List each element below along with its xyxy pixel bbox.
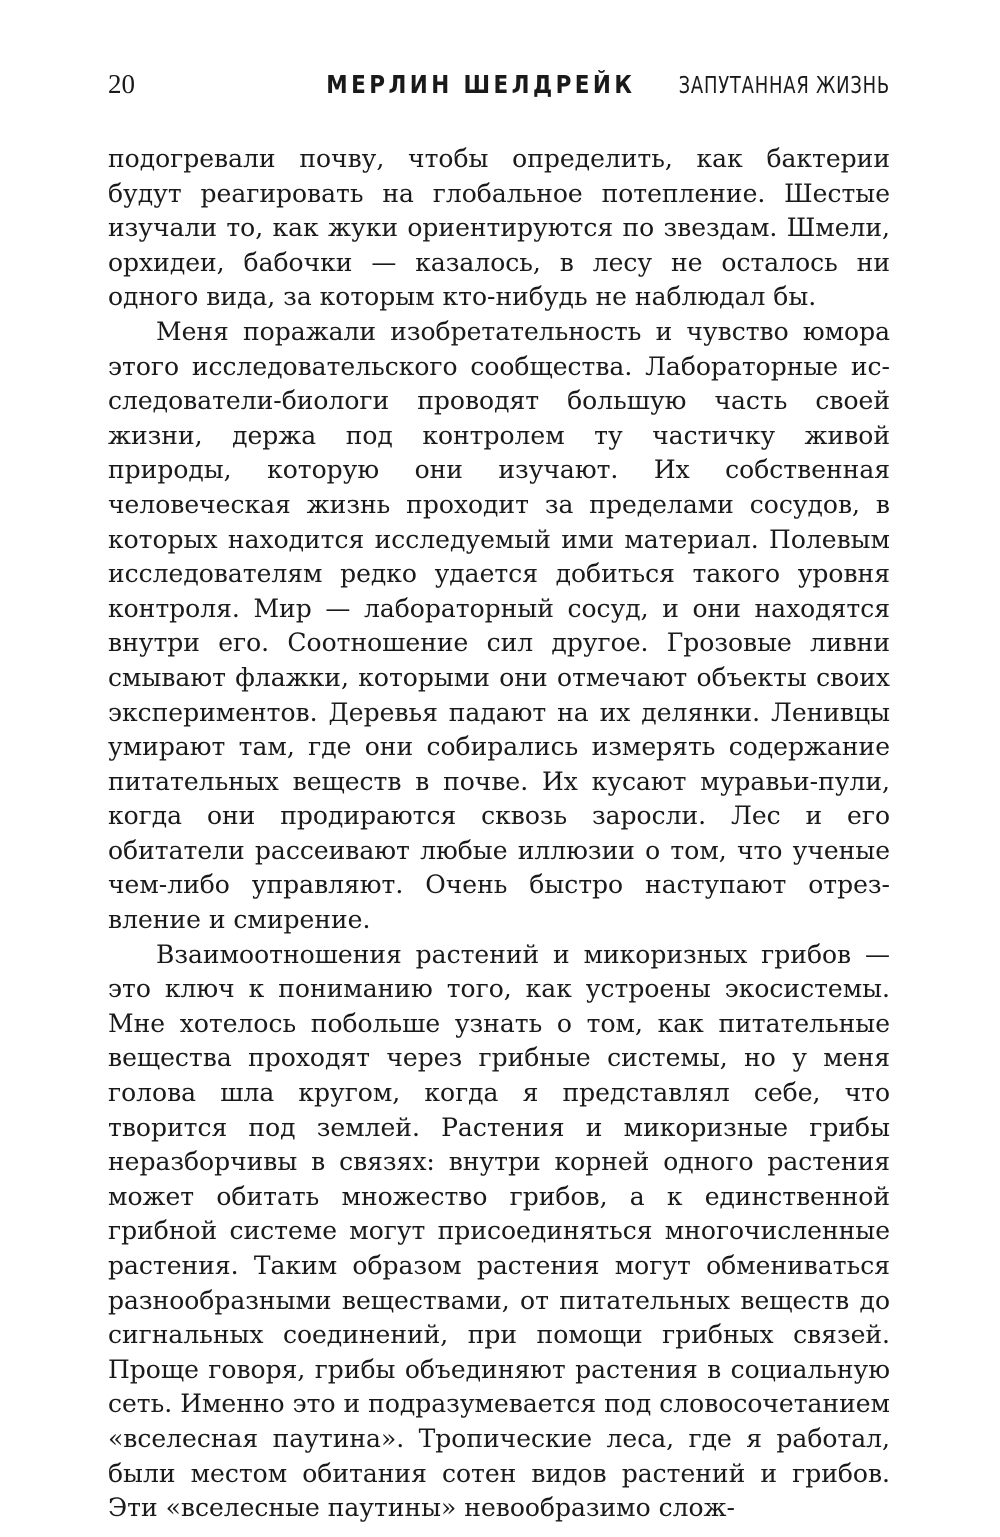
paragraph-2: Меня поражали изобретательность и чувство юмора этого исследовательского сообщества. Лабораторные исследователи-биологи проводят большую часть своей жизни, держа под контролем ту частичку живой природы, которую они изучают. Их собственная человеческая жизнь проходит за пределами сосудов, в которых находится исследуемый ими материал. Полевым исследователям редко удается добиться такого уровня контроля. Мир — лабораторный сосуд, и они находятся внутри его. Соотношение сил другое. Грозовые ливни смывают флажки, которыми они отмечают объекты своих экспериментов. Деревья падают на их делянки. Ленивцы умирают там, где они собирались измерять содержание питательных веществ в почве. Их кусают муравьи-пули, когда они продираются сквозь заросли. Лес и его обитатели рассеивают любые иллюзии о том, что ученые чем-либо управляют. Очень быстро наступают отрезвление и смирение. (108, 316, 890, 935)
paragraph-1: подогревали почву, чтобы определить, как бактерии будут реагировать на глобальное потепление. Шестые изучали то, как жуки ориентируются по звездам. Шмели, орхидеи, бабочки — казалось, в лесу не осталось ни одного вида, за которым кто-нибудь не наблюдал бы. (108, 144, 890, 312)
page-number: 20 (108, 69, 135, 99)
book-page (108, 70, 890, 1526)
body-text (108, 142, 890, 1526)
running-head (276, 70, 890, 99)
author-name: МЕРЛИН ШЕЛДРЕЙК (325, 70, 635, 99)
page-header (108, 70, 890, 114)
book-title: ЗАПУТАННАЯ ЖИЗНЬ (678, 73, 890, 99)
paragraph-3: Взаимоотношения растений и микоризных грибов — это ключ к пониманию того, как устроены экосистемы. Мне хотелось побольше узнать о том, как питательные вещества проходят через грибные системы, но у меня голова шла кругом, когда я представлял себе, что творится под землей. Растения и микоризные грибы неразборчивы в связях: внутри корней одного растения может обитать множество грибов, а к единственной грибной системе могут присоединяться многочисленные растения. Таким образом растения могут обмениваться разнообразными веществами, от питательных веществ до сигнальных соединений, при помощи грибных связей. Проще говоря, грибы объединяют растения в социальную сеть. Именно это и подразумевается под словосочетанием «вселесная паутина». Тропические леса, где я работал, были местом обитания сотен видов растений и грибов. Эти «вселесные паутины» невообразимо слож- (108, 939, 890, 1523)
